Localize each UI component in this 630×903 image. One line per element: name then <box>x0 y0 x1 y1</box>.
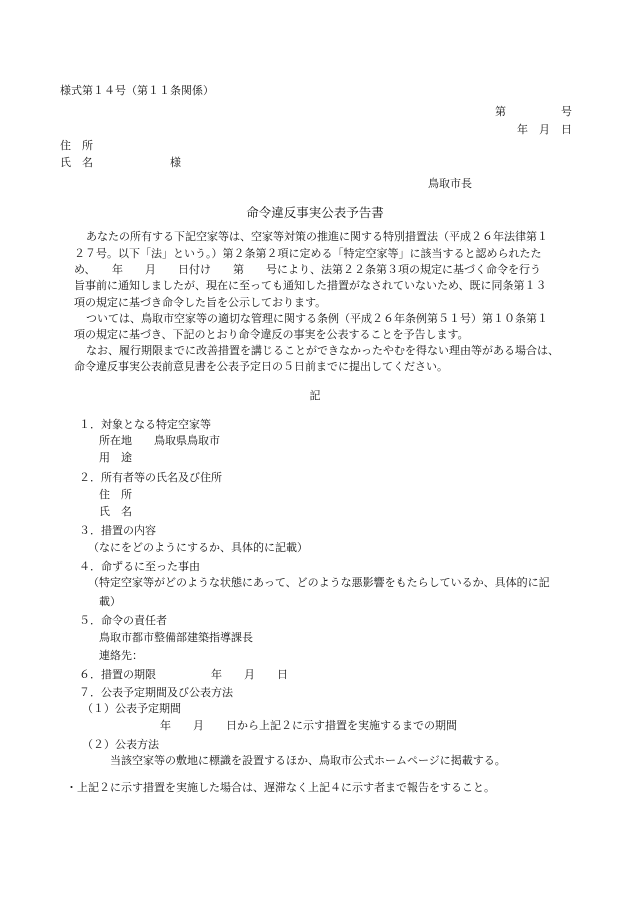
footnote: ・上記２に示す措置を実施した場合は、遅滞なく上記４に示す者まで報告をすること。 <box>66 781 495 794</box>
item-6-heading: ６．措置の期限 年 月 日 <box>79 668 288 681</box>
body-line: 項の規定に基づき命令した旨を公示しております。 <box>74 296 327 309</box>
item-2-name: 氏 名 <box>99 505 132 518</box>
item-2-heading: ２．所有者等の氏名及び住所 <box>79 471 222 484</box>
item-4-note-cont: 載） <box>99 595 121 608</box>
recipient-name-label: 氏 名 様 <box>60 156 181 169</box>
ki-marker: 記 <box>309 389 321 402</box>
body-line: 命令違反事実公表前意見書を公表予定日の５日前までに提出してください。 <box>74 360 448 373</box>
body-line: ついては、鳥取市空家等の適切な管理に関する条例（平成２６年条例第５１号）第１０条第１ <box>86 312 548 325</box>
body-line: 項の規定に基づき、下記のとおり命令違反の事実を公表することを予告します。 <box>74 328 469 341</box>
issuer-name: 鳥取市長 <box>428 177 472 190</box>
item-7-heading: ７．公表予定期間及び公表方法 <box>79 686 233 699</box>
item-5-heading: ５．命令の責任者 <box>79 614 167 627</box>
item-7-2-text: 当該空家等の敷地に標識を設置するほか、鳥取市公式ホームページに掲載する。 <box>110 754 506 767</box>
body-line: ２７号。以下「法」という。）第２条第２項に定める「特定空家等」に該当すると認められたた <box>74 247 542 260</box>
item-3-heading: ３．措置の内容 <box>79 524 156 537</box>
item-1-use: 用 途 <box>99 451 132 464</box>
item-3-note: （なにをどのようにするか、具体的に記載） <box>88 541 308 554</box>
item-4-note: （特定空家等がどのような状態にあって、どのような悪影響をもたらしているか、具体的に記 <box>88 576 550 589</box>
item-7-2-heading: （２）公表方法 <box>82 738 159 751</box>
item-1-heading: １．対象となる特定空家等 <box>79 418 211 431</box>
item-4-heading: ４．命ずるに至った事由 <box>79 560 200 573</box>
item-7-1-text: 年 月 日から上記２に示す措置を実施するまでの期間 <box>160 719 457 732</box>
document-number: 第 号 <box>495 105 572 118</box>
body-line: なお、履行期限までに改善措置を講じることができなかったやむを得ない理由等がある場合は、 <box>86 344 559 357</box>
body-line: あなたの所有する下記空家等は、空家等対策の推進に関する特別措置法（平成２６年法律第１ <box>86 230 548 243</box>
item-2-address: 住 所 <box>99 488 132 501</box>
item-1-location: 所在地 鳥取県鳥取市 <box>99 434 220 447</box>
item-5-person: 鳥取市都市整備部建築指導課長 <box>99 631 253 644</box>
item-7-1-heading: （１）公表予定期間 <box>82 702 181 715</box>
document-title: 命令違反事実公表予告書 <box>246 205 384 220</box>
recipient-address-label: 住 所 <box>60 139 93 152</box>
document-date: 年 月 日 <box>517 123 572 136</box>
form-number: 様式第１４号（第１１条関係） <box>60 84 214 97</box>
body-line: 旨事前に通知しましたが、現在に至っても通知した措置がなされていないため、既に同条第１３ <box>74 279 547 292</box>
item-5-contact: 連絡先： <box>99 649 143 662</box>
body-line: め、 年 月 日付け 第 号により、法第２２条第３項の規定に基づく命令を行う <box>74 263 542 276</box>
